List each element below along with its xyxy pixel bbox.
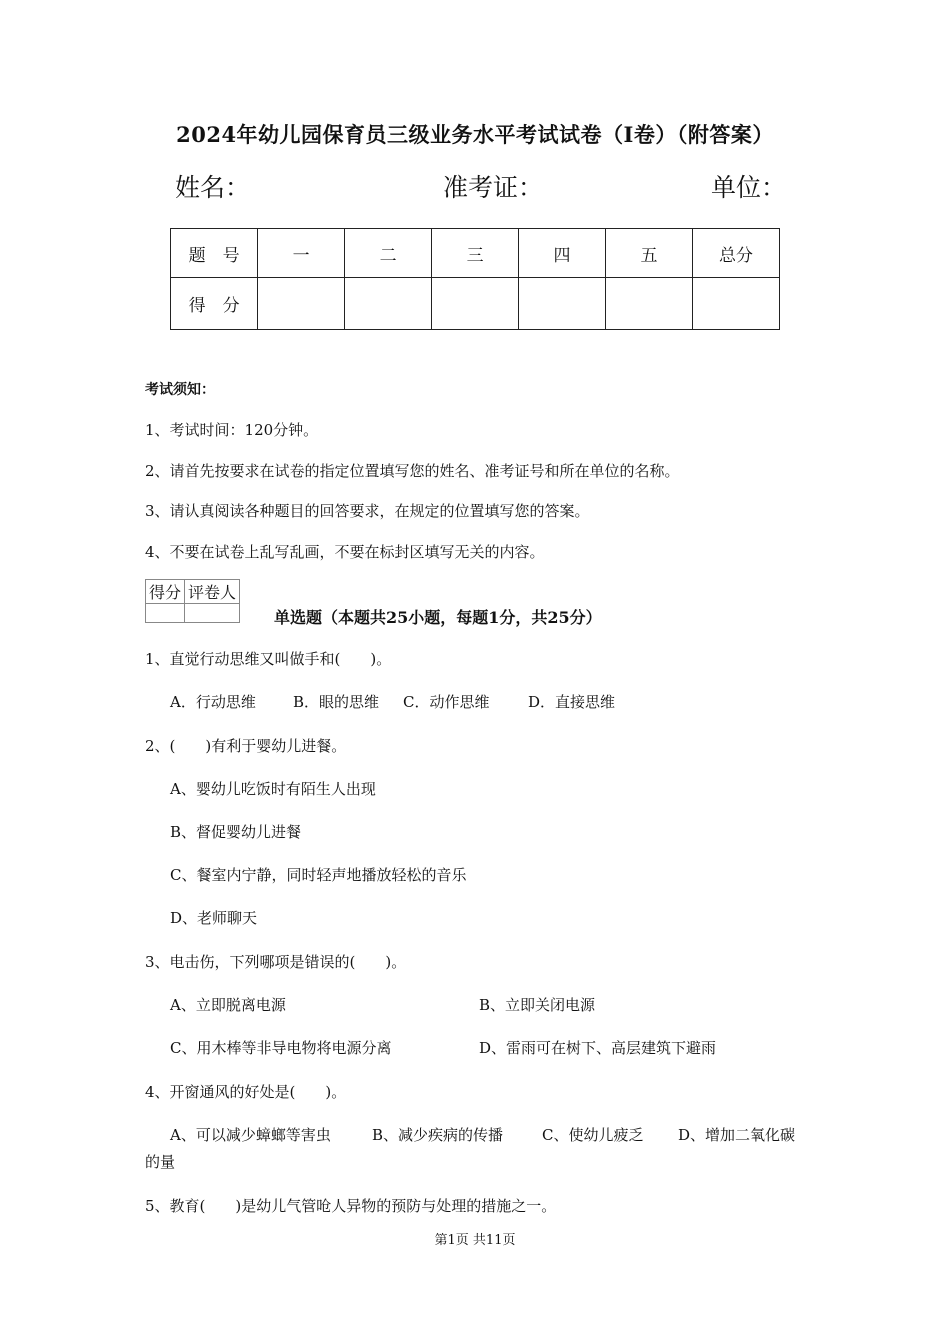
option: C、餐室内宁静，同时轻声地播放轻松的音乐 — [170, 866, 467, 884]
question-stem: 4、开窗通风的好处是( )。 — [145, 1083, 347, 1101]
score-table-blank-cell[interactable] — [345, 278, 432, 330]
score-table-cell: 总分 — [692, 229, 779, 278]
score-table-blank-cell[interactable] — [432, 278, 519, 330]
option: B、立即关闭电源 — [479, 996, 596, 1014]
option: D、老师聊天 — [170, 909, 258, 927]
option: B、减少疾病的传播 — [372, 1126, 504, 1144]
option: A、可以减少蟑螂等害虫 — [170, 1126, 331, 1144]
notice-item: 2、请首先按要求在试卷的指定位置填写您的姓名、准考证号和所在单位的名称。 — [145, 462, 680, 480]
grader-score-blank[interactable] — [146, 604, 185, 623]
question-stem: 3、电击伤，下列哪项是错误的( )。 — [145, 953, 407, 971]
option: D．直接思维 — [528, 693, 616, 711]
option: B、督促婴幼儿进餐 — [170, 823, 302, 841]
option: A、婴幼儿吃饭时有陌生人出现 — [170, 780, 376, 798]
score-table-cell: 一 — [258, 229, 345, 278]
score-table-header-row — [171, 229, 780, 278]
score-table-cell: 五 — [606, 229, 693, 278]
grader-score-label: 得分 — [146, 580, 185, 604]
option-wrap-text: 的量 — [145, 1153, 176, 1171]
notice-item: 1、考试时间：120分钟。 — [145, 421, 319, 439]
question-stem: 2、( )有利于婴幼儿进餐。 — [145, 737, 347, 755]
notice-item: 4、不要在试卷上乱写乱画，不要在标封区填写无关的内容。 — [145, 543, 545, 561]
option: D、增加二氧化碳 — [678, 1126, 796, 1144]
score-table-blank-cell[interactable] — [606, 278, 693, 330]
exam-id-field-label: 准考证： — [443, 173, 544, 202]
option: C．动作思维 — [403, 693, 490, 711]
section-heading: 单选题（本题共25小题，每题1分，共25分） — [274, 608, 602, 627]
question-stem: 5、教育( )是幼儿气管呛人异物的预防与处理的措施之一。 — [145, 1197, 557, 1215]
score-table — [170, 228, 780, 330]
score-table-blank-cell[interactable] — [258, 278, 345, 330]
score-table-cell: 题 号 — [171, 229, 258, 278]
score-table-cell: 三 — [432, 229, 519, 278]
notice-item: 3、请认真阅读各种题目的回答要求，在规定的位置填写您的答案。 — [145, 502, 590, 520]
score-table-blank-cell[interactable] — [692, 278, 779, 330]
score-table-cell: 得 分 — [171, 278, 258, 330]
option: D、雷雨可在树下、高层建筑下避雨 — [479, 1039, 717, 1057]
name-field-label: 姓名： — [175, 173, 251, 202]
option: C、使幼儿疲乏 — [542, 1126, 644, 1144]
grader-reviewer-blank[interactable] — [185, 604, 240, 623]
score-table-cell: 四 — [519, 229, 606, 278]
question-stem: 1、直觉行动思维又叫做手和( )。 — [145, 650, 392, 668]
option: A．行动思维 — [170, 693, 256, 711]
grader-reviewer-label: 评卷人 — [185, 580, 240, 604]
score-table-blank-cell[interactable] — [519, 278, 606, 330]
page-title: 2024年幼儿园保育员三级业务水平考试试卷（I卷）（附答案） — [176, 122, 774, 147]
unit-field-label: 单位： — [711, 173, 787, 202]
score-table-score-row — [171, 278, 780, 330]
grader-box — [145, 579, 240, 623]
score-table-cell: 二 — [345, 229, 432, 278]
option: A、立即脱离电源 — [170, 996, 286, 1014]
option: B．眼的思维 — [293, 693, 380, 711]
option: C、用木棒等非导电物将电源分离 — [170, 1039, 392, 1057]
notice-heading: 考试须知： — [145, 382, 215, 398]
page-footer: 第1页 共11页 — [434, 1233, 516, 1248]
